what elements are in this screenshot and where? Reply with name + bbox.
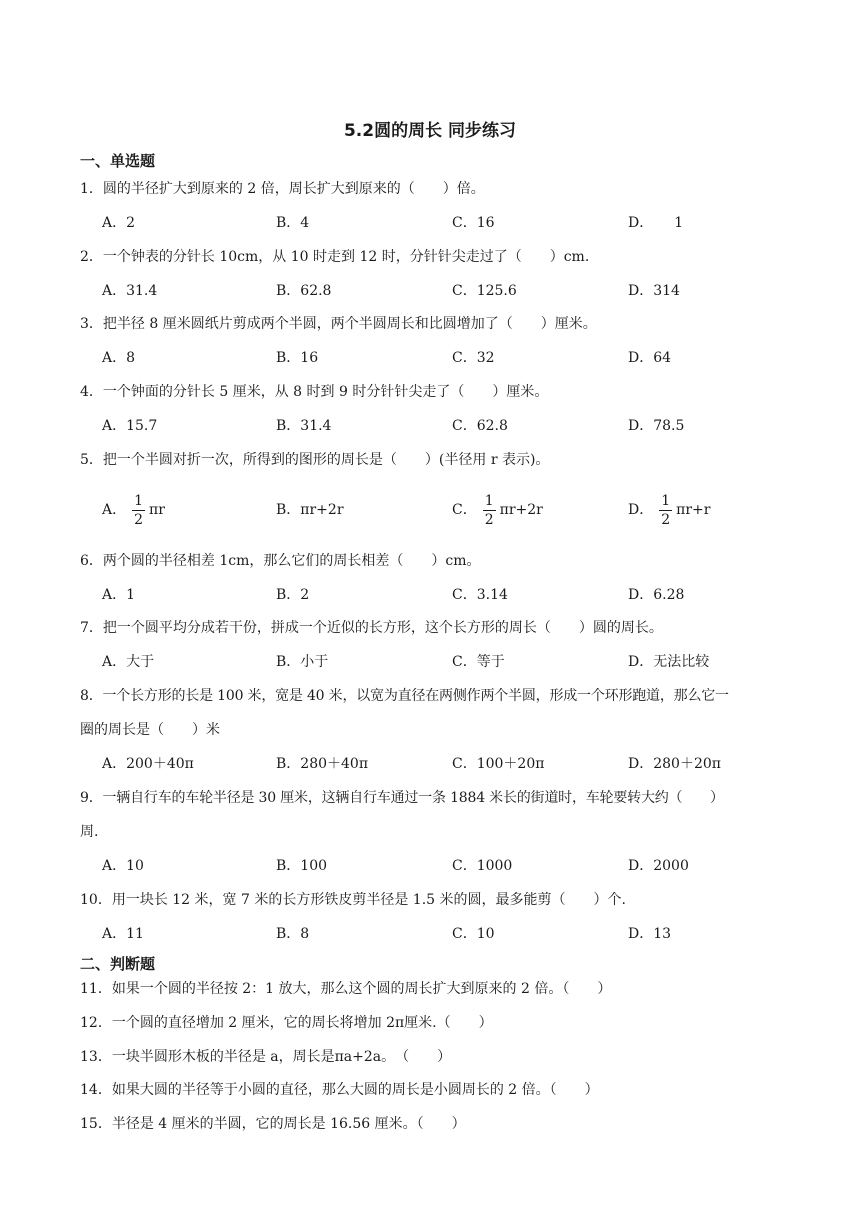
question-9-line-1: 9．一辆自行车的车轮半径是 30 厘米，这辆自行车通过一条 1884 米长的街道时，车轮要转大约（ ） (80, 790, 724, 806)
question-8-line-1: 8．一个长方形的长是 100 米，宽是 40 米，以宽为直径在两侧作两个半圆，形成一个环形跑道，那么它一 (80, 688, 729, 704)
fraction-one-half (132, 492, 145, 529)
fraction-denominator: 2 (484, 511, 494, 528)
option-label: D． (628, 502, 654, 518)
question-2: 2．一个钟表的分针长 10cm，从 10 时走到 12 时，分针针尖走过了（ ）cm. (80, 249, 590, 265)
option-d[interactable]: D． 1 (628, 215, 684, 231)
option-a[interactable]: A．200＋40π (102, 756, 194, 772)
question-12: 12．一个圆的直径增加 2 厘米，它的周长将增加 2π厘米.（ ） (80, 1015, 493, 1031)
fraction-one-half (659, 492, 672, 529)
section-heading-true-false: 二、判断题 (80, 955, 156, 973)
option-expression: πr+r (676, 502, 711, 518)
option-b[interactable]: B．πr+2r (276, 502, 344, 518)
option-b[interactable]: B．16 (276, 350, 319, 366)
fraction-numerator: 1 (661, 492, 671, 509)
fraction-numerator: 1 (484, 492, 494, 509)
option-c[interactable]: C．等于 (452, 654, 505, 670)
option-d[interactable]: D．13 (628, 926, 672, 942)
option-c[interactable]: C．16 (452, 215, 495, 231)
page-title: 5.2圆的周长 同步练习 (343, 121, 517, 141)
option-a[interactable]: A．31.4 (102, 283, 158, 299)
option-d[interactable]: D．6.28 (628, 587, 685, 603)
options-q8 (102, 747, 822, 781)
options-q6 (102, 578, 822, 612)
question-4: 4．一个钟面的分针长 5 厘米，从 8 时到 9 时分针针尖走了（ ）厘米。 (80, 384, 549, 400)
option-c[interactable] (452, 490, 543, 530)
question-11: 11．如果一个圆的半径按 2：1 放大，那么这个圆的周长扩大到原来的 2 倍。（ ） (80, 981, 612, 997)
option-c[interactable]: C．62.8 (452, 418, 508, 434)
option-c[interactable]: C．125.6 (452, 283, 517, 299)
option-a[interactable]: A．2 (102, 215, 136, 231)
question-8-line-2: 圈的周长是（ ）米 (80, 722, 220, 738)
question-10: 10．用一块长 12 米，宽 7 米的长方形铁皮剪半径是 1.5 米的圆，最多能剪（ ）个. (80, 892, 626, 908)
option-b[interactable]: B．8 (276, 926, 310, 942)
options-q3 (102, 341, 822, 375)
option-label: C． (452, 502, 477, 518)
options-q10 (102, 917, 822, 951)
option-d[interactable] (628, 490, 710, 530)
fraction-numerator: 1 (134, 492, 144, 509)
question-7: 7．把一个圆平均分成若干份，拼成一个近似的长方形，这个长方形的周长（ ）圆的周长。 (80, 620, 663, 636)
option-c[interactable]: C．3.14 (452, 587, 508, 603)
fraction-one-half (483, 492, 496, 529)
option-d[interactable]: D．64 (628, 350, 672, 366)
options-q7 (102, 645, 822, 679)
option-a[interactable]: A．15.7 (102, 418, 158, 434)
option-b[interactable]: B．100 (276, 858, 328, 874)
option-d[interactable]: D．78.5 (628, 418, 685, 434)
question-14: 14．如果大圆的半径等于小圆的直径，那么大圆的周长是小圆周长的 2 倍。（ ） (80, 1082, 599, 1098)
option-d[interactable]: D．314 (628, 283, 680, 299)
option-a[interactable]: A．11 (102, 926, 144, 942)
option-a[interactable]: A．10 (102, 858, 144, 874)
option-label: A． (102, 502, 127, 518)
option-d[interactable]: D．2000 (628, 858, 689, 874)
fraction-denominator: 2 (661, 511, 671, 528)
question-5: 5．把一个半圆对折一次，所得到的图形的周长是（ ）(半径用 r 表示)。 (80, 452, 550, 468)
option-a[interactable] (102, 490, 165, 530)
option-d[interactable]: D．280＋20π (628, 756, 721, 772)
question-1: 1．圆的半径扩大到原来的 2 倍，周长扩大到原来的（ ）倍。 (80, 181, 485, 197)
option-a[interactable]: A．1 (102, 587, 136, 603)
option-c[interactable]: C．32 (452, 350, 495, 366)
option-b[interactable]: B．小于 (276, 654, 329, 670)
option-expression: πr+2r (499, 502, 543, 518)
options-q4 (102, 409, 822, 443)
options-q2 (102, 274, 822, 308)
option-c[interactable]: C．10 (452, 926, 495, 942)
option-b[interactable]: B．62.8 (276, 283, 332, 299)
option-a[interactable]: A．大于 (102, 654, 155, 670)
fraction-denominator: 2 (134, 511, 144, 528)
option-a[interactable]: A．8 (102, 350, 136, 366)
options-q5 (102, 490, 822, 530)
option-b[interactable]: B．4 (276, 215, 310, 231)
option-c[interactable]: C．100＋20π (452, 756, 545, 772)
option-b[interactable]: B．280＋40π (276, 756, 369, 772)
option-expression: πr (149, 502, 165, 518)
question-13: 13．一块半圆形木板的半径是 a，周长是πa+2a。 （ ） (80, 1049, 452, 1065)
question-9-line-2: 周. (80, 824, 99, 840)
question-3: 3．把半径 8 厘米圆纸片剪成两个半圆，两个半圆周长和比圆增加了（ ）厘米。 (80, 316, 597, 332)
question-15: 15．半径是 4 厘米的半圆，它的周长是 16.56 厘米。（ ） (80, 1116, 466, 1132)
question-6: 6．两个圆的半径相差 1cm，那么它们的周长相差（ ）cm。 (80, 553, 481, 569)
section-heading-single-choice: 一、单选题 (80, 152, 156, 170)
option-b[interactable]: B．2 (276, 587, 310, 603)
options-q1 (102, 206, 822, 240)
option-c[interactable]: C．1000 (452, 858, 513, 874)
options-q9 (102, 849, 822, 883)
option-b[interactable]: B．31.4 (276, 418, 332, 434)
option-d[interactable]: D．无法比较 (628, 654, 710, 670)
